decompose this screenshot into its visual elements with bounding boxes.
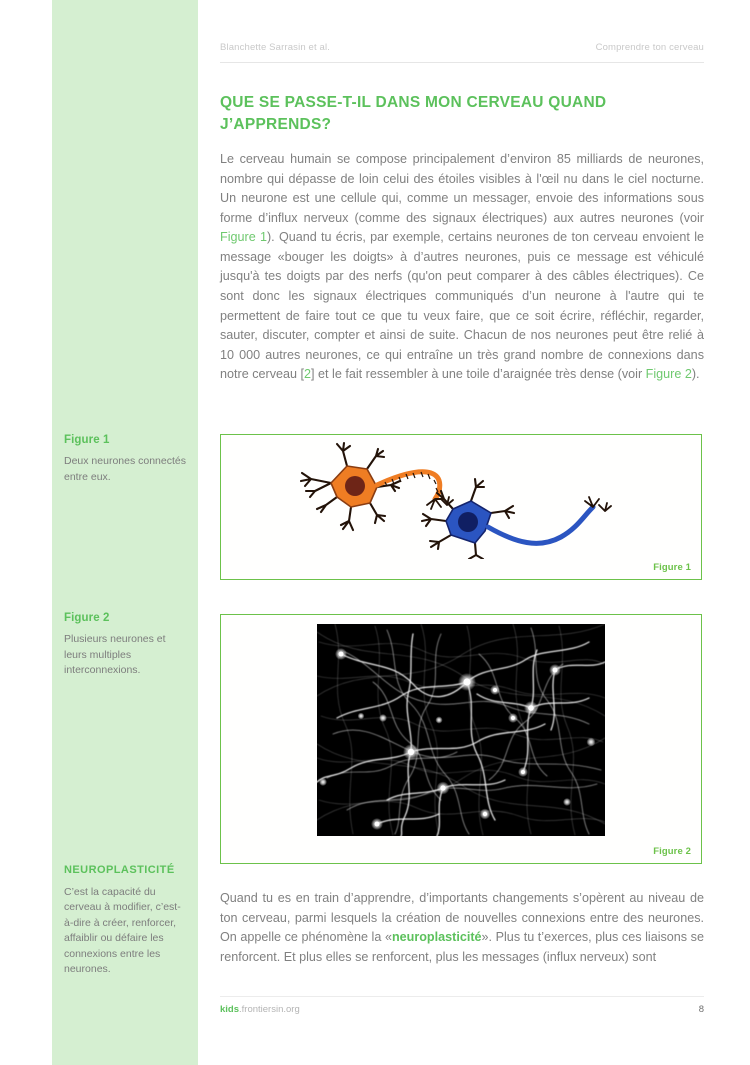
- figure-1-reference-link[interactable]: Figure 1: [220, 230, 267, 245]
- page-number: 8: [698, 1004, 704, 1015]
- neuron-network-micrograph-art: [317, 624, 605, 836]
- footer-brand-domain: .frontiersin.org: [239, 1004, 300, 1015]
- paragraph-1-part-a: Le cerveau humain se compose principalement d’environ 85 milliards de neurones, nombre qui dépasse de loin celui des étoiles visibles à l'œil nu dans le ciel nocturne. Un neurone est une cellule qui, comme un messager, envoie des informations sous forme d’influx nerveux (comme des signaux électriques) aux autres neurones (voir: [220, 152, 704, 225]
- paragraph-2-part-b: ». Plus tu t’exerces, plus ces liaisons se renforcent. Et plus elles se renforcent, plus les messages (influx nerveux) sont: [220, 930, 704, 964]
- sidebar-note-figure-1-title: Figure 1: [64, 434, 110, 446]
- running-head: [220, 42, 704, 53]
- figure-1-tag: Figure 1: [653, 562, 691, 573]
- sidebar-glossary-neuroplasticite: [64, 864, 188, 978]
- figure-2-tag: Figure 2: [653, 846, 691, 857]
- orange-neuron-nucleus: [345, 476, 365, 496]
- sidebar-note-figure-2-title: Figure 2: [64, 612, 110, 624]
- sidebar-glossary-body: C’est la capacité du cerveau à modifier, c’est-à-dire à créer, renforcer, affaiblir ou défaire les connexions entre les neurones.: [64, 885, 181, 976]
- sidebar-note-figure-1: [64, 433, 188, 485]
- blue-neuron-nucleus: [458, 512, 478, 532]
- paragraph-1-part-c: ] et le fait ressembler à une toile d’araignée très dense (voir: [311, 367, 646, 382]
- paragraph-2-part-a: Quand tu es en train d’apprendre, d’importants changements s’opèrent au niveau de ton cerveau, parmi lesquels la création de nouvelles connexions entre des neurones. On appelle ce phénomène la «: [220, 891, 704, 945]
- running-head-authors: Blanchette Sarrasin et al.: [220, 42, 331, 53]
- running-head-rule: [220, 62, 704, 63]
- body-paragraph-1: [220, 150, 704, 385]
- sidebar-note-figure-1-body: Deux neurones connectés entre eux.: [64, 455, 186, 483]
- sidebar-note-figure-2-body: Plusieurs neurones et leurs multiples interconnexions.: [64, 633, 166, 677]
- figure-2-micrograph: [317, 624, 605, 836]
- body-paragraph-2: [220, 889, 704, 967]
- sidebar-glossary-title: NEUROPLASTICITÉ: [64, 864, 175, 876]
- page-footer: [220, 1004, 704, 1015]
- figure-2-container: [220, 614, 702, 864]
- figure-1-neuron-illustration: [271, 439, 651, 559]
- paragraph-1-part-b: ). Quand tu écris, par exemple, certains neurones de ton cerveau envoient le message «bouger les doigts» à d’autres neurones, puis ce message est véhiculé jusqu'à tes doigts par des nerfs (qu'on peut comparer à des câbles électriques). Ce sont donc les signaux électriques communiqués d’un neurone à l'autre qui te permettent de faire tout ce que tu veux faire, que ce soit écrire, réfléchir, regarder, sauter, discuter, compter et ainsi de suite. Chacun de nos neurones peut être relié à 10 000 autres neurones, ce qui entraîne un très grand nombre de connexions dans notre cerveau [: [220, 230, 705, 382]
- blue-neuron-axon: [488, 507, 593, 543]
- page-title: QUE SE PASSE-T-IL DANS MON CERVEAU QUAND J’APPRENDS?: [220, 94, 607, 133]
- paragraph-1-part-d: ).: [691, 367, 700, 382]
- footer-rule: [220, 996, 704, 997]
- footer-brand[interactable]: [220, 1004, 300, 1015]
- figure-1-container: [220, 434, 702, 580]
- footer-brand-kids: kids: [220, 1004, 240, 1015]
- sidebar-note-figure-2: [64, 611, 188, 679]
- citation-reference-2[interactable]: 2: [304, 367, 312, 382]
- glossary-term-neuroplasticite[interactable]: neuroplasticité: [391, 930, 482, 945]
- figure-2-reference-link[interactable]: Figure 2: [645, 367, 692, 382]
- running-head-title: Comprendre ton cerveau: [595, 42, 704, 53]
